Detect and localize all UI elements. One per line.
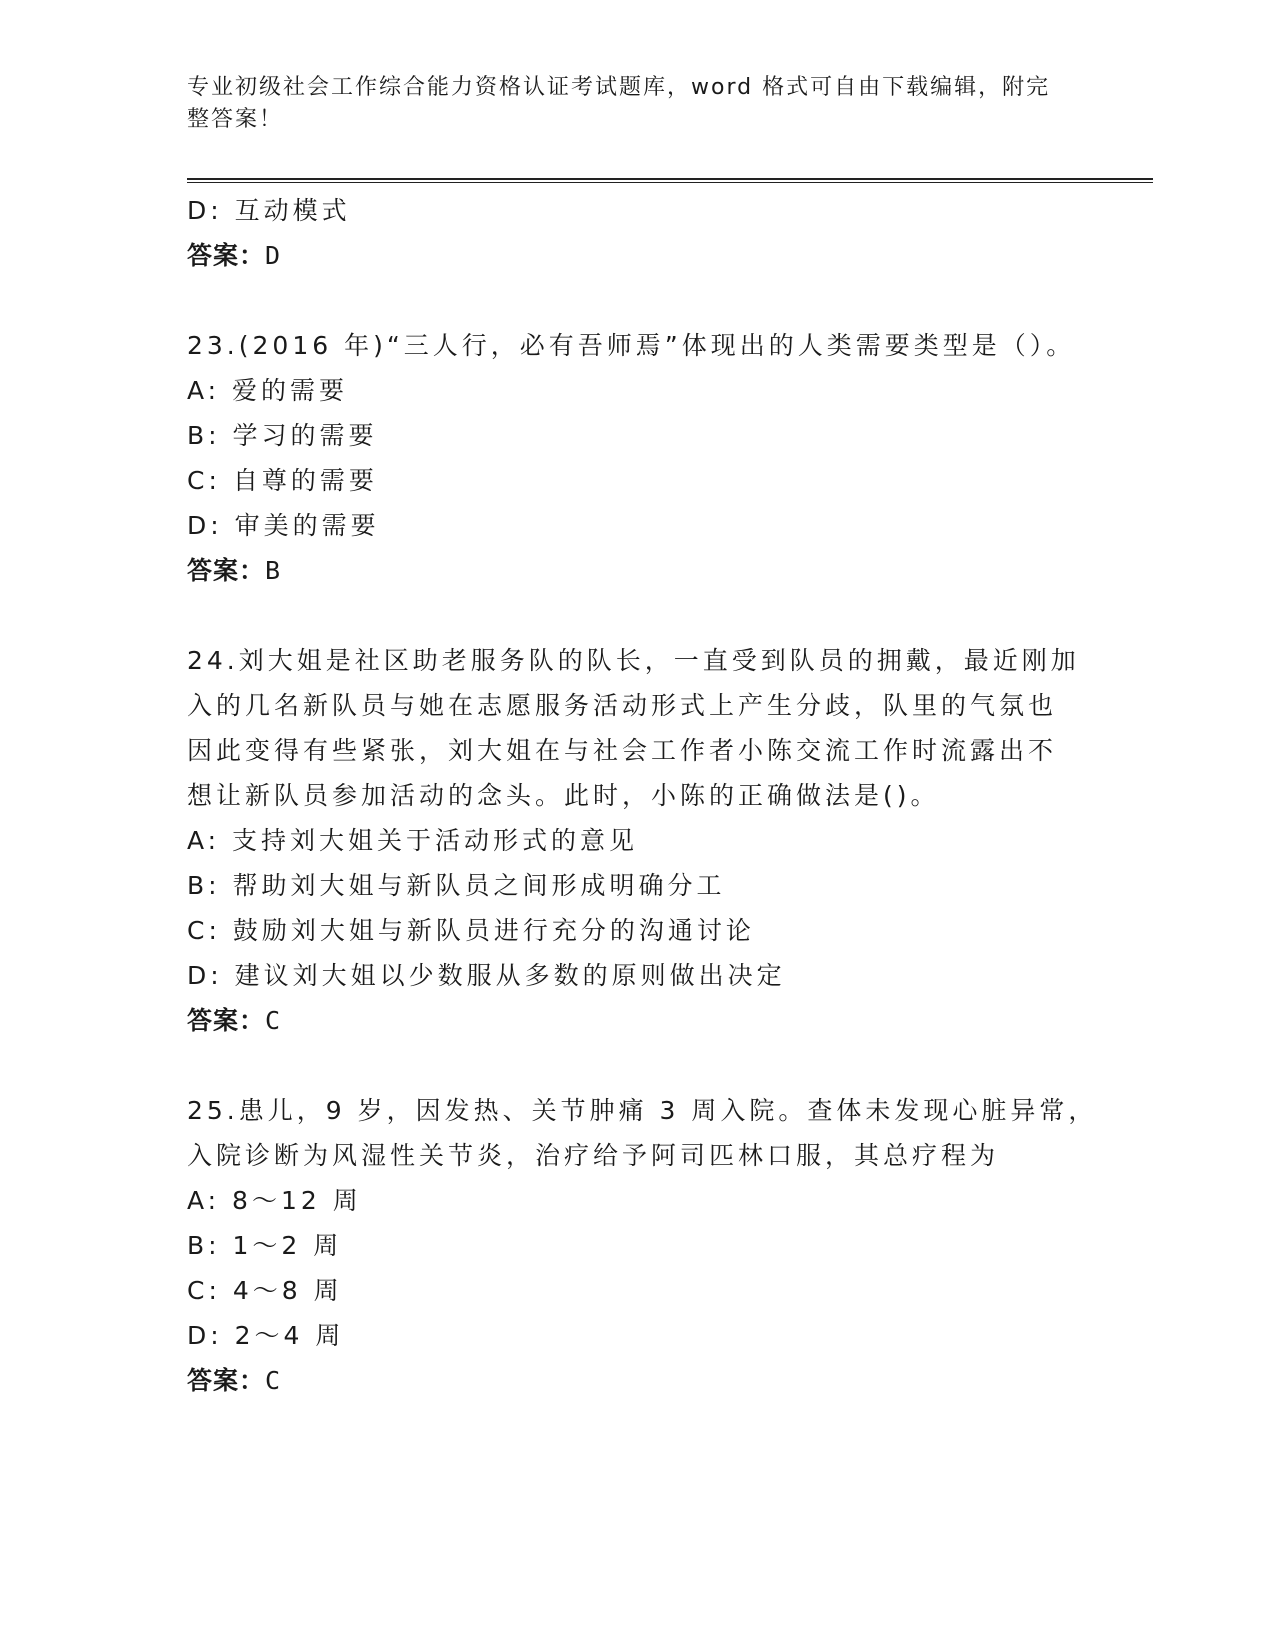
q25-option-a: A: 8～12 周	[187, 1186, 362, 1215]
answer-label: 答案：	[187, 1006, 266, 1035]
answer-label: 答案：	[187, 241, 266, 270]
q24-option-a: A: 支持刘大姐关于活动形式的意见	[187, 826, 639, 855]
answer-value: C	[265, 1006, 282, 1035]
q25-option-b: B: 1～2 周	[187, 1231, 343, 1260]
header-line-2: 整答案！	[187, 107, 284, 132]
q24-stem-line-2: 入的几名新队员与她在志愿服务活动形式上产生分歧，队里的气氛也	[187, 691, 1058, 720]
q25-stem-line-1: 25.患儿，9 岁，因发热、关节肿痛 3 周入院。查体未发现心脏异常，	[187, 1096, 1098, 1125]
q24-stem-line-3: 因此变得有些紧张，刘大姐在与社会工作者小陈交流工作时流露出不	[187, 736, 1058, 765]
answer-value: B	[265, 556, 282, 585]
q24-option-c: C: 鼓励刘大姐与新队员进行充分的沟通讨论	[187, 916, 755, 945]
q23-answer	[187, 548, 1087, 593]
q23-option-b: B: 学习的需要	[187, 421, 378, 450]
answer-label: 答案：	[187, 556, 266, 585]
answer-value: C	[265, 1366, 282, 1395]
q25-stem-line-2: 入院诊断为风湿性关节炎，治疗给予阿司匹林口服，其总疗程为	[187, 1141, 1000, 1170]
q25-option-d: D: 2～4 周	[187, 1321, 345, 1350]
q23-option-d: D: 审美的需要	[187, 511, 380, 540]
q25-answer	[187, 1358, 1087, 1403]
header-line-1: 专业初级社会工作综合能力资格认证考试题库，word 格式可自由下载编辑，附完	[187, 75, 1051, 100]
q22-answer	[187, 233, 1087, 278]
q24-stem-line-1: 24.刘大姐是社区助老服务队的队长，一直受到队员的拥戴，最近刚加	[187, 646, 1080, 675]
q23-stem: 23.(2016 年)“三人行，必有吾师焉”体现出的人类需要类型是（）。	[187, 331, 1076, 360]
q22-option-d: D: 互动模式	[187, 196, 351, 225]
question-list	[187, 188, 1098, 1403]
q23-option-a: A: 爱的需要	[187, 376, 349, 405]
q24-stem-line-4: 想让新队员参加活动的念头。此时，小陈的正确做法是()。	[187, 781, 940, 810]
q24-answer	[187, 998, 1087, 1043]
q23-option-c: C: 自尊的需要	[187, 466, 378, 495]
answer-value: D	[265, 241, 282, 270]
q24-option-d: D: 建议刘大姐以少数服从多数的原则做出决定	[187, 961, 786, 990]
answer-label: 答案：	[187, 1366, 266, 1395]
q25-option-c: C: 4～8 周	[187, 1276, 343, 1305]
header-divider	[187, 178, 1153, 183]
q24-option-b: B: 帮助刘大姐与新队员之间形成明确分工	[187, 871, 726, 900]
page-header	[187, 72, 1087, 136]
